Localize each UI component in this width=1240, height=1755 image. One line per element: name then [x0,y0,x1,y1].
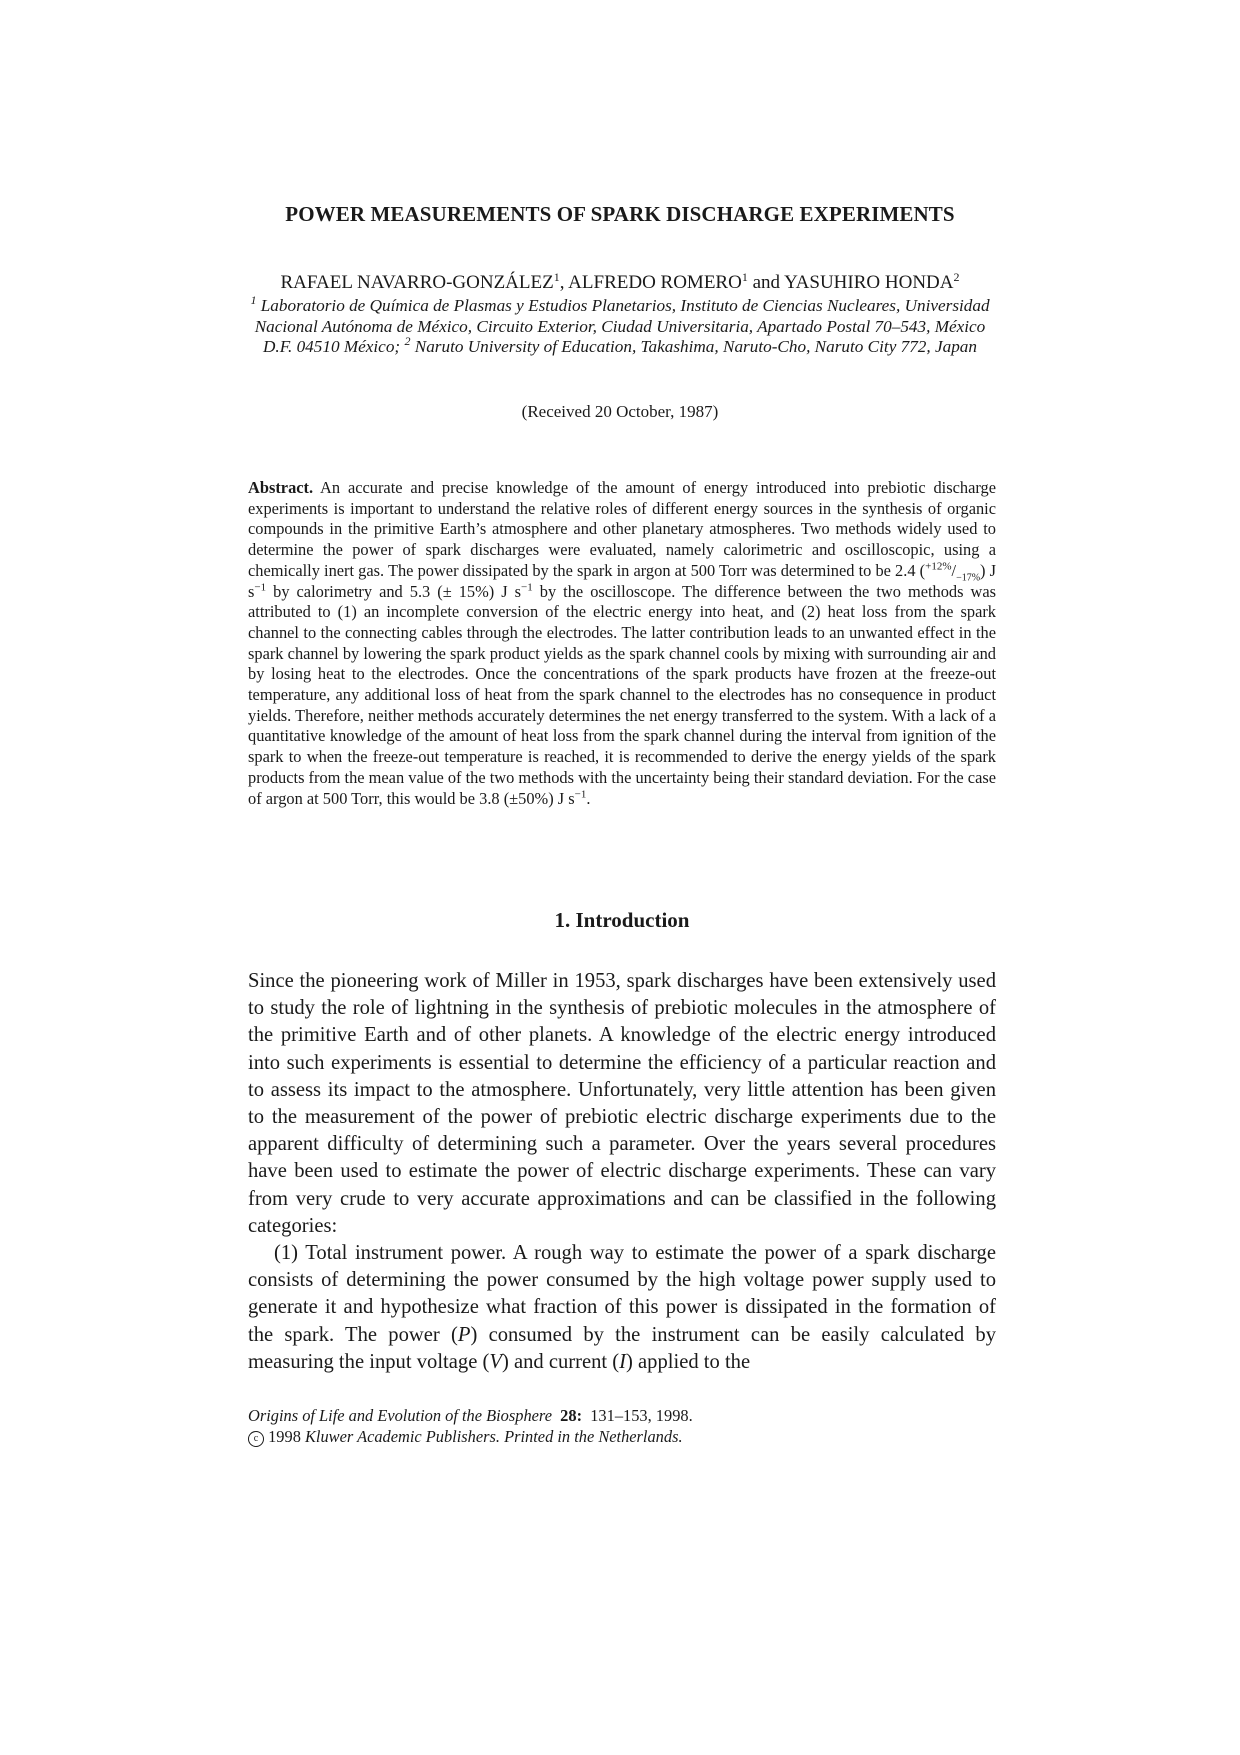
error-slash: / [951,560,957,580]
paragraph-text: ) consumed by the instrument can be easily calculated by measuring the input voltage ( [248,1323,996,1373]
affiliation-marker: 2 [404,334,411,348]
paragraph-text: ) and current ( [501,1350,620,1373]
paragraph-text: ) applied to the [626,1350,751,1373]
journal-name: Origins of Life and Evolution of the Biosphere [248,1406,552,1425]
error-plus: +12% [925,560,952,573]
paragraph: Since the pioneering work of Miller in 1953, spark discharges have been extensively used to study the role of lightning in the synthesis of prebiotic molecules in the atmosphere of the primitive Earth and of other planets. A knowledge of the electric energy introduced into such experiments is essential to determine the efficiency of a particular reaction and to assess its impact to the atmosphere. Unfortunately, very little attention has been given to the measurement of the power of prebiotic electric discharge experiments due to the apparent difficulty of determining such a parameter. Over the years several procedures have been used to estimate the power of electric discharge experiments. These can vary from very crude to very accurate approximations and can be classified in the following categories: [248,970,996,1237]
abstract-label: Abstract. [248,478,314,497]
abstract-text: An accurate and precise knowledge of the amount of energy introduced into prebiotic discharge experiments is important to understand the relative roles of different energy sources in the synthesis of organic compounds in the primitive Earth’s atmosphere and other planetary atmospheres. Two methods widely used to determine the power of spark discharges were evaluated, namely calorimetric and oscilloscopic, using a chemically inert gas. The power dissipated by the spark in argon at 500 Torr was determined to be 2.4 ( [248,478,996,580]
author-conjunction: and [747,272,785,293]
exponent: −1 [574,788,587,801]
author-name: RAFAEL NAVARRO-GONZÁLEZ [280,272,554,293]
exponent: −1 [521,581,533,594]
author-name: YASUHIRO HONDA [784,272,954,293]
affiliation-text: Laboratorio de Química de Plasmas y Estudios Planetarios, Instituto de Ciencias Nucleares, Universidad Nacional Autónoma de México, Circuito Exterior, Ciudad Universitaria, Apartado Postal 70–543, México D.F. 04510 México; [254,296,990,356]
abstract-text: by calorimetry and 5.3 (± 15%) J s [266,581,522,601]
section-body [248,968,996,1376]
variable: V [489,1350,502,1373]
paragraph [248,1240,996,1376]
affiliation-marker: 1 [250,293,257,307]
received-date: (Received 20 October, 1987) [521,402,719,421]
variable: P [457,1323,471,1346]
paper-title: POWER MEASUREMENTS OF SPARK DISCHARGE EXPERIMENTS [285,202,955,226]
variable: I [619,1350,627,1373]
copyright-year: 1998 [268,1426,301,1446]
exponent: −1 [254,581,267,594]
error-minus: −17% [956,572,981,584]
author-superscript: 1 [741,270,748,284]
journal-pages: 131–153, 1998. [590,1406,693,1425]
author-superscript: 2 [953,270,960,284]
paragraph-text: (1) Total instrument power. A rough way to estimate the power of a spark discharge consists of determining the power consumed by the high voltage power supply used to generate it and hypothesize what fraction of this power is dissipated in the formation of the spark. The power ( [248,1242,996,1346]
author-name: ALFREDO ROMERO [568,272,742,293]
affiliation-text: Naruto University of Education, Takashima, Naruto-Cho, Naruto City 772, Japan [410,337,977,356]
affiliations [248,293,992,358]
copyright-icon: c [248,1431,264,1447]
section-heading: 1. Introduction [554,908,690,932]
author-superscript: 1 [553,270,560,284]
citation-line [248,1406,996,1427]
abstract [248,478,996,809]
abstract-end: . [586,788,591,808]
author-separator: , [559,272,569,293]
copyright-line [248,1427,996,1448]
publisher: Kluwer Academic Publishers. Printed in the Netherlands. [305,1426,683,1446]
abstract-text: ) J s [248,560,997,601]
abstract-text: by the oscilloscope. The difference between the two methods was attributed to (1) an incomplete conversion of the electric energy into heat, and (2) heat loss from the spark channel to the connecting cables through the electrodes. The latter contribution leads to an unwanted effect in the spark channel by lowering the spark product yields as the spark channel cools by mixing with surrounding air and by losing heat to the electrodes. Once the concentrations of the spark products have frozen at the freeze-out temperature, any additional loss of heat from the spark channel to the electrodes has no consequence in product yields. Therefore, neither methods accurately determines the net energy transferred to the system. With a lack of a quantitative knowledge of the amount of heat loss from the spark channel during the interval from ignition of the spark to when the freeze-out temperature is reached, it is recommended to derive the energy yields of the spark products from the mean value of the two methods with the uncertainty being their standard deviation. For the case of argon at 500 Torr, this would be 3.8 (±50%) J s [248,581,996,808]
journal-volume: 28: [560,1406,583,1425]
journal-footer [248,1406,996,1447]
author-line [180,272,1060,294]
